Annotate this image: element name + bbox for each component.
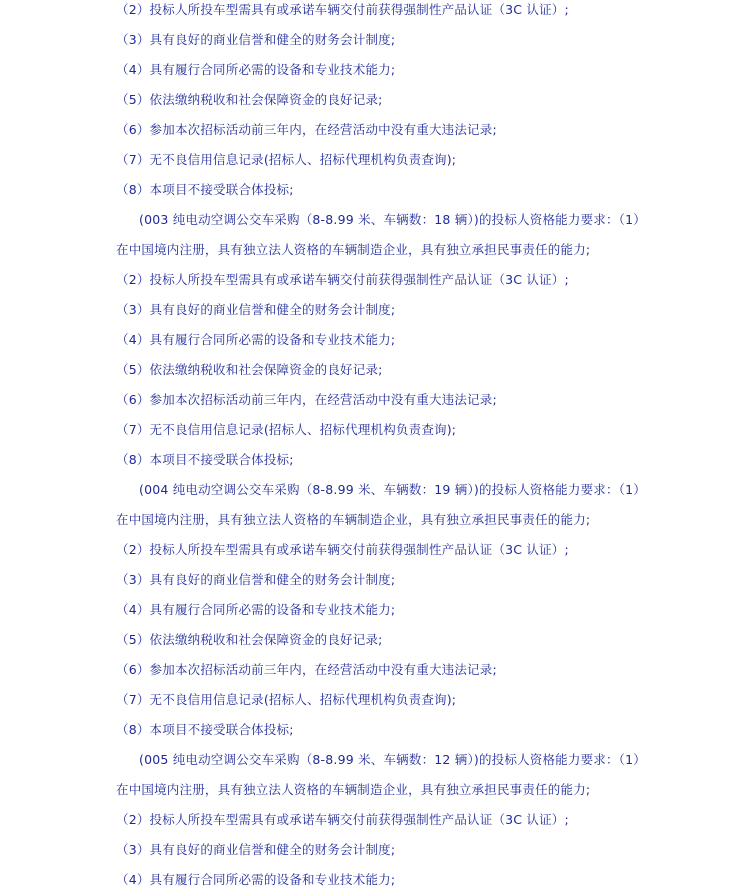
requirement-line: 在中国境内注册，具有独立法人资格的车辆制造企业，具有独立承担民事责任的能力; (116, 242, 591, 257)
requirement-line: （2）投标人所投车型需具有或承诺车辆交付前获得强制性产品认证（3C 认证）; (116, 2, 569, 17)
requirement-line: （6）参加本次招标活动前三年内，在经营活动中没有重大违法记录; (116, 392, 497, 407)
requirement-line: （7）无不良信用信息记录(招标人、招标代理机构负责查询); (116, 422, 457, 437)
requirement-line: （8）本项目不接受联合体投标; (116, 722, 294, 737)
requirement-line: （6）参加本次招标活动前三年内，在经营活动中没有重大违法记录; (116, 662, 497, 677)
requirement-line: （8）本项目不接受联合体投标; (116, 452, 294, 467)
requirement-line: （2）投标人所投车型需具有或承诺车辆交付前获得强制性产品认证（3C 认证）; (116, 272, 569, 287)
requirement-line: （8）本项目不接受联合体投标; (116, 182, 294, 197)
requirement-line: （7）无不良信用信息记录(招标人、招标代理机构负责查询); (116, 692, 457, 707)
requirement-line: （2）投标人所投车型需具有或承诺车辆交付前获得强制性产品认证（3C 认证）; (116, 812, 569, 827)
requirement-line: 在中国境内注册，具有独立法人资格的车辆制造企业，具有独立承担民事责任的能力; (116, 512, 591, 527)
requirement-line: （4）具有履行合同所必需的设备和专业技术能力; (116, 872, 396, 887)
requirement-line: （7）无不良信用信息记录(招标人、招标代理机构负责查询); (116, 152, 457, 167)
requirement-line: 在中国境内注册，具有独立法人资格的车辆制造企业，具有独立承担民事责任的能力; (116, 782, 591, 797)
requirement-line: （2）投标人所投车型需具有或承诺车辆交付前获得强制性产品认证（3C 认证）; (116, 542, 569, 557)
requirement-line: （5）依法缴纳税收和社会保障资金的良好记录; (116, 92, 383, 107)
section-heading-005: (005 纯电动空调公交车采购（8-8.99 米、车辆数：12 辆）)的投标人资格能力要求：（1） (139, 752, 646, 767)
requirement-line: （4）具有履行合同所必需的设备和专业技术能力; (116, 602, 396, 617)
section-heading-003: (003 纯电动空调公交车采购（8-8.99 米、车辆数：18 辆）)的投标人资格能力要求：（1） (139, 212, 646, 227)
requirement-line: （4）具有履行合同所必需的设备和专业技术能力; (116, 62, 396, 77)
requirement-line: （3）具有良好的商业信誉和健全的财务会计制度; (116, 302, 396, 317)
requirement-line: （5）依法缴纳税收和社会保障资金的良好记录; (116, 362, 383, 377)
section-heading-004: (004 纯电动空调公交车采购（8-8.99 米、车辆数：19 辆）)的投标人资格能力要求：（1） (139, 482, 646, 497)
requirement-line: （6）参加本次招标活动前三年内，在经营活动中没有重大违法记录; (116, 122, 497, 137)
requirement-line: （4）具有履行合同所必需的设备和专业技术能力; (116, 332, 396, 347)
requirement-line: （3）具有良好的商业信誉和健全的财务会计制度; (116, 32, 396, 47)
requirement-line: （3）具有良好的商业信誉和健全的财务会计制度; (116, 572, 396, 587)
requirement-line: （5）依法缴纳税收和社会保障资金的良好记录; (116, 632, 383, 647)
requirement-line: （3）具有良好的商业信誉和健全的财务会计制度; (116, 842, 396, 857)
